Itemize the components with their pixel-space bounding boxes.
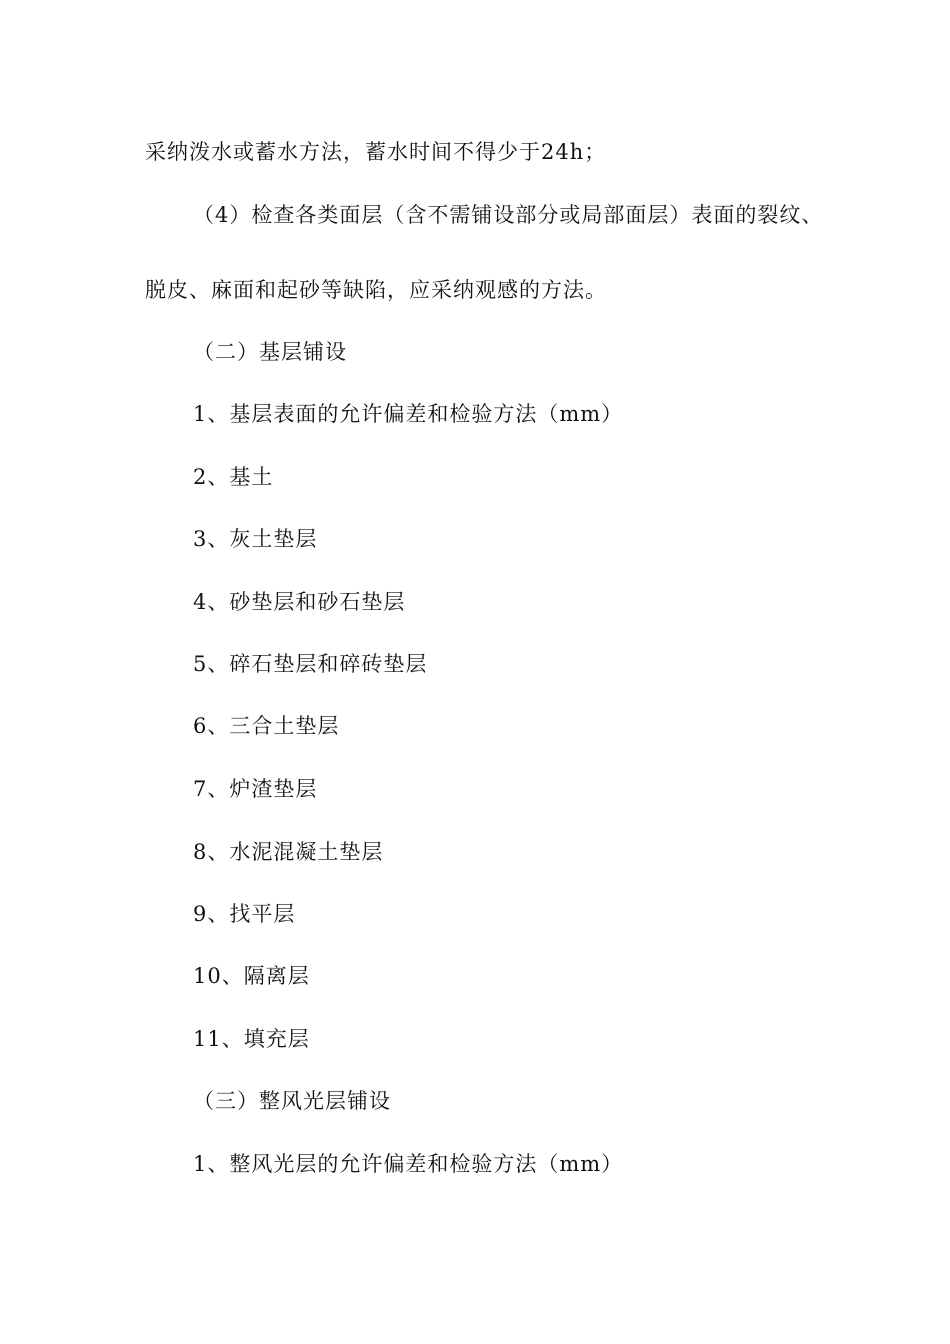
section-heading: （三）整风光层铺设 — [193, 1089, 391, 1113]
paragraph-line: （4）检查各类面层（含不需铺设部分或局部面层）表面的裂纹、 — [193, 203, 824, 227]
list-item: 2、基土 — [193, 465, 274, 489]
list-item: 4、砂垫层和砂石垫层 — [193, 590, 406, 614]
list-item: 1、整风光层的允许偏差和检验方法（mm） — [193, 1152, 624, 1176]
list-item: 10、隔离层 — [193, 964, 310, 988]
list-item: 6、三合土垫层 — [193, 714, 340, 738]
paragraph-line: 脱皮、麻面和起砂等缺陷，应采纳观感的方法。 — [145, 278, 607, 302]
paragraph-line: 采纳泼水或蓄水方法，蓄水时间不得少于24h； — [145, 140, 607, 164]
list-item: 9、找平层 — [193, 902, 296, 926]
list-item: 11、填充层 — [193, 1027, 310, 1051]
list-item: 1、基层表面的允许偏差和检验方法（mm） — [193, 402, 624, 426]
list-item: 3、灰土垫层 — [193, 527, 318, 551]
list-item: 8、水泥混凝土垫层 — [193, 840, 384, 864]
list-item: 5、碎石垫层和碎砖垫层 — [193, 652, 428, 676]
section-heading: （二）基层铺设 — [193, 340, 347, 364]
list-item: 7、炉渣垫层 — [193, 777, 318, 801]
